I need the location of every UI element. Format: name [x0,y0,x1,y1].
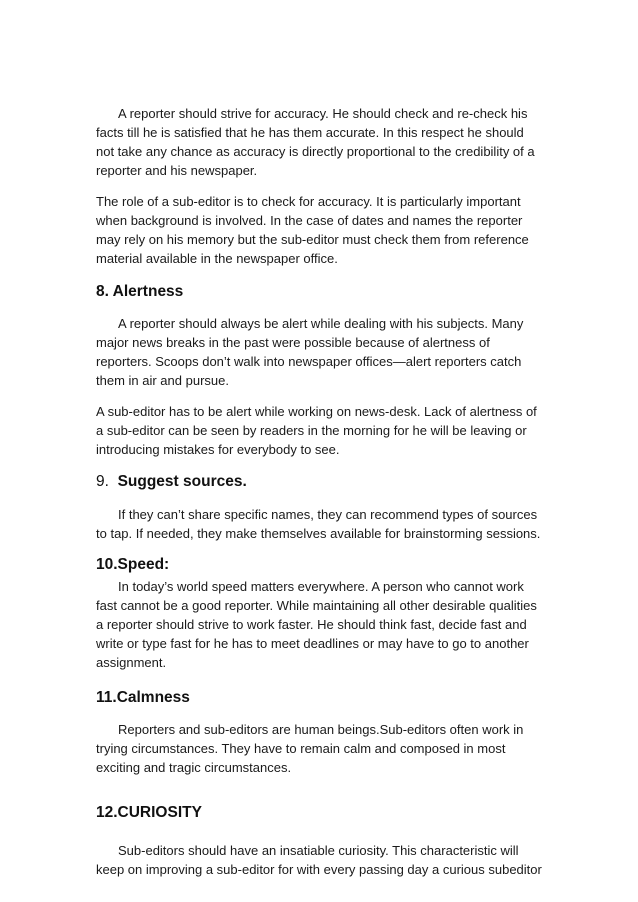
speed-paragraph: In today’s world speed matters everywhere. A person who cannot work fast cannot be a good reporter. While maintaining all other desirable qualities a reporter should strive to work faster. He should think fast, decide fast and write or type fast for he has to meet deadlines or may have to go to another assignment. [96,579,537,670]
section-heading-calmness: 11.Calmness [96,689,190,706]
section-heading-curiosity: 12.CURIOSITY [96,804,202,821]
section-number-9: 9. [96,473,109,490]
calmness-paragraph: Reporters and sub-editors are human beings.Sub-editors often work in trying circumstances. They have to remain calm and composed in most exciting and tragic circumstances. [96,722,524,775]
alertness-paragraph-reporter: A reporter should always be alert while dealing with his subjects. Many major news breaks in the past were possible because of alertness of reporters. Scoops don’t walk into newspaper offices—alert reporters catch them in air and pursue. [96,316,524,388]
section-heading-alertness: 8. Alertness [96,283,184,300]
section-title-suggest-sources: Suggest sources. [117,473,247,490]
suggest-sources-paragraph: If they can’t share specific names, they can recommend types of sources to tap. If needed, they make themselves available for brainstorming sessions. [96,507,541,541]
document-page [96,104,542,879]
curiosity-paragraph: Sub-editors should have an insatiable curiosity. This characteristic will keep on improving a sub-editor for with every passing day a curious subeditor [96,843,542,877]
intro-paragraph-accuracy-subeditor: The role of a sub-editor is to check for accuracy. It is particularly important when background is involved. In the case of dates and names the reporter may rely on his memory but the sub-editor must check them from reference material available in the newspaper office. [96,194,529,266]
intro-paragraph-accuracy-reporter: A reporter should strive for accuracy. He should check and re-check his facts till he is satisfied that he has them accurate. In this respect he should not take any chance as accuracy is directly proportional to the credibility of a reporter and his newspaper. [96,106,535,178]
section-heading-speed: 10.Speed: [96,556,170,573]
section-heading-suggest-sources [96,472,542,492]
alertness-paragraph-subeditor: A sub-editor has to be alert while working on news-desk. Lack of alertness of a sub-editor can be seen by readers in the morning for he will be leaving or introducing mistakes for everybody to see. [96,404,537,457]
